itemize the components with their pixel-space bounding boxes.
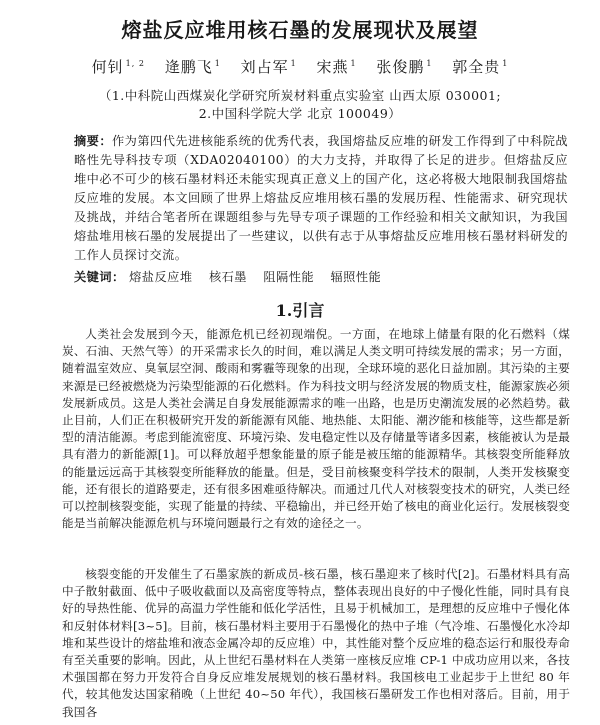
author-affil-mark: 1 — [502, 59, 509, 68]
body-paragraph: 核裂变能的开发催生了石墨家族的新成员-核石墨，核石墨迎来了核时代[2]。石墨材料具有高中子散射截面、低中子吸收截面以及高密度等特点，整体表现出良好的中子慢化性能，同时具有良好的导热性能、优异的高温力学性能和低化学活性，且易于机械加工，是理想的反应堆中子慢化体和反射体材料[3~5]。目前，核石墨材料主要用于石墨慢化的热中子堆（气冷堆、石墨慢化水冷却堆和某些设计的熔盐堆和液态金属冷却的反应堆）中，其性能对整个反应堆的稳态运行和服役寿命有至关重要的影响。因此，从上世纪石墨材料在人类第一座核反应堆 CP-1 中成功应用以来，各技术强国都在努力开发符合自身反应堆发展规划的核石墨材料。我国核电工业起步于上世纪 80 年代，较其他发达国家稍晚（上世纪 40~50 年代），我国核石墨研发工作也相对落后。目前，用于我国各 — [62, 567, 570, 719]
author — [376, 58, 432, 76]
keyword: 熔盐反应堆 — [129, 270, 193, 284]
author — [92, 58, 145, 76]
author-name: 张俊鹏 — [376, 58, 425, 76]
author-affil-mark: 1 — [290, 59, 297, 68]
keyword: 阻隔性能 — [263, 270, 315, 284]
author — [316, 58, 356, 76]
author — [165, 58, 221, 76]
author — [241, 58, 297, 76]
keywords-label: 关键词： — [74, 270, 125, 284]
author-name: 宋燕 — [316, 58, 349, 76]
abstract-text: 作为第四代先进核能系统的优秀代表，我国熔盐反应堆的研发工作得到了中科院战略性先导科技专项（XDA02040100）的大力支持，并取得了长足的进步。但熔盐反应堆中必不可少的核石墨材料还未能实现真正意义上的国产化，这必将极大地限制我国熔盐反应堆的发展。本文回顾了世界上熔盐反应堆用核石墨的发展历程、性能需求、研究现状及挑战，并结合笔者所在课题组参与先导专项子课题的工作经验和相关文献知识，为我国熔盐堆用核石墨的发展提出了一些建议，以供有志于从事熔盐反应堆用核石墨材料研发的工作人员探讨交流。 — [74, 134, 568, 262]
author-name: 何钊 — [91, 58, 124, 76]
keywords — [74, 268, 568, 285]
keyword: 核石墨 — [208, 270, 247, 284]
keyword: 辐照性能 — [330, 270, 382, 284]
author-affil-mark: 1 — [350, 59, 357, 68]
affiliation-line-2: 2.中国科学院大学 北京 100049） — [198, 106, 402, 121]
author-name: 逄鹏飞 — [164, 58, 213, 76]
abstract — [74, 132, 568, 265]
affiliation-line-1: （1.中科院山西煤炭化学研究所炭材料重点实验室 山西太原 030001; — [98, 88, 502, 103]
author-name: 郭全贵 — [452, 58, 501, 76]
abstract-label: 摘要： — [74, 134, 113, 148]
author — [452, 58, 508, 76]
author-affil-mark: 1 — [426, 59, 433, 68]
author-affil-mark: 1 — [214, 59, 221, 68]
section-heading: 1.引言 — [275, 301, 325, 320]
author-affil-mark: 1, 2 — [125, 59, 145, 68]
paper-title: 熔盐反应堆用核石墨的发展现状及展望 — [121, 18, 479, 42]
body-paragraph: 人类社会发展到今天，能源危机已经初现端倪。一方面，在地球上储量有限的化石燃料（煤炭、石油、天然气等）的开采需求长久的时间，难以满足人类文明可持续发展的需求；另一方面，随着温室效应、臭氧层空洞、酸雨和雾霾等现象的出现，全球环境的恶化日益加剧。其污染的主要来源是已经被燃烧为污染型能源的石化燃料。作为科技文明与经济发展的物质支柱，能源家族必须发展新成员。这是人类社会满足自身发展能源需求的唯一出路，也是历史潮流发展的必然趋势。截止目前，人们正在积极研究开发的新能源有风能、地热能、太阳能、潮汐能和核能等，这些都是新型的清洁能源。考虑到能流密度、环境污染、发电稳定性以及存储量等诸多因素，核能被认为是最具有潜力的新能源[1]。可以释放超乎想象能量的原子能是被压缩的能源精华。其核裂变所能释放的能量远远高于其核裂变所能释放的能量。但是，受目前核聚变科学技术的限制，人类开发核聚变能，还有很长的道路要走，还有很多困难亟待解决。而通过几代人对核裂变技术的研究，人类已经可以控制核裂变能，实现了能量的持续、平稳输出，并已经开始了核电的商业化运行。发展核裂变能是当前解决能源危机与环境问题最行之有效的途径之一。 — [62, 327, 570, 531]
author-list — [0, 56, 600, 77]
author-name: 刘占军 — [240, 58, 289, 76]
